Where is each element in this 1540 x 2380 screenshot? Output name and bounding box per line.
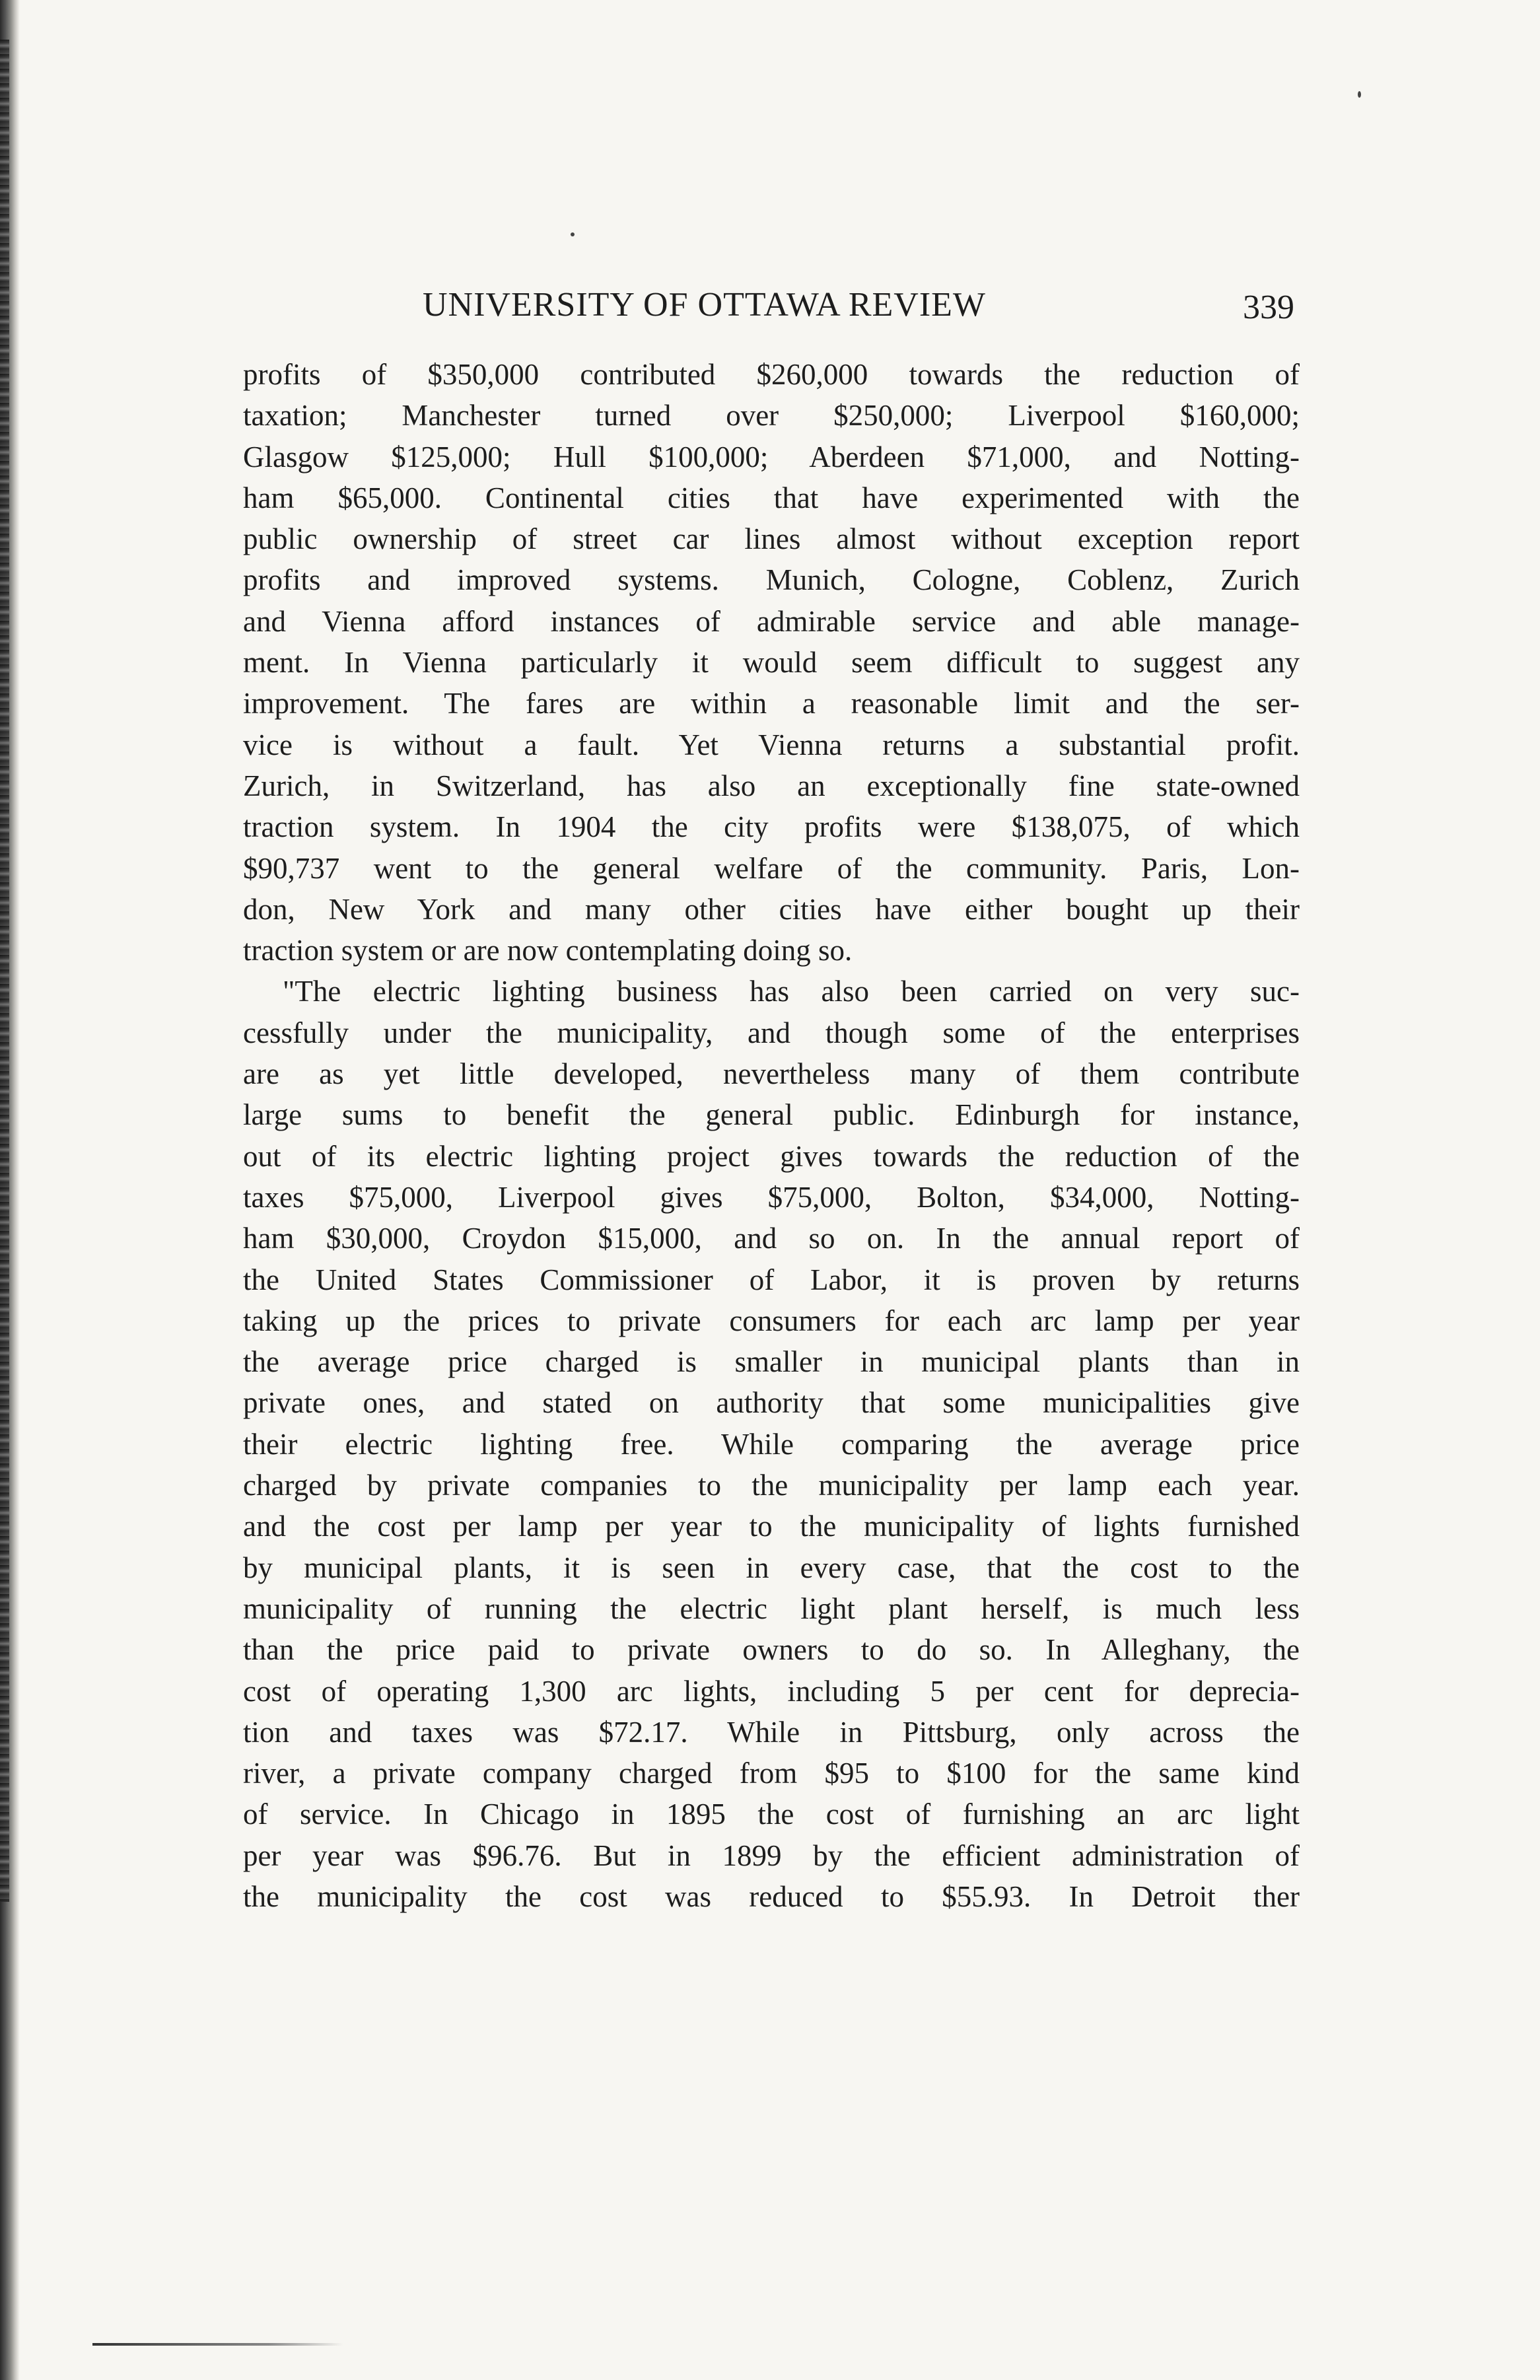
text-line: tion and taxes was $72.17. While in Pittsburg, only across the (243, 1715, 1300, 1749)
stray-ink-mark (1358, 91, 1361, 98)
text-line: charged by private companies to the municipality per lamp each year. (243, 1469, 1300, 1502)
text-line: municipality of running the electric light plant herself, is much less (243, 1592, 1300, 1625)
text-line: cessfully under the municipality, and though some of the enterprises (243, 1016, 1300, 1049)
text-line: ham $30,000, Croydon $15,000, and so on. In the annual report of (243, 1222, 1300, 1255)
binding-edge-texture (0, 40, 9, 1902)
text-line: per year was $96.76. But in 1899 by the efficient administration of (243, 1838, 1300, 1872)
text-line: private ones, and stated on authority that some municipalities give (243, 1386, 1300, 1420)
text-line: profits and improved systems. Munich, Cologne, Coblenz, Zurich (243, 563, 1300, 597)
text-line: than the price paid to private owners to do so. In Alleghany, the (243, 1633, 1300, 1667)
text-line: the United States Commissioner of Labor, it is proven by returns (243, 1263, 1300, 1296)
paragraph-end-line: traction system or are now contemplating doing so. (243, 934, 853, 967)
text-line: out of its electric lighting project gives towards the reduction of the (243, 1139, 1300, 1173)
text-line: the municipality the cost was reduced to $55.93. In Detroit ther (243, 1879, 1300, 1913)
text-line: Glasgow $125,000; Hull $100,000; Aberdeen $71,000, and Notting- (243, 440, 1300, 473)
paragraph-start-line: "The electric lighting business has also been carried on very suc- (283, 975, 1300, 1008)
bottom-scan-rule (92, 2343, 343, 2346)
text-line: cost of operating 1,300 arc lights, including 5 per cent for deprecia- (243, 1674, 1300, 1708)
text-line: Zurich, in Switzerland, has also an exceptionally fine state-owned (243, 769, 1300, 802)
text-line: traction system. In 1904 the city profits were $138,075, of which (243, 810, 1300, 844)
text-line: the average price charged is smaller in municipal plants than in (243, 1345, 1300, 1379)
page-number: 339 (1243, 289, 1294, 326)
body-text (243, 354, 1300, 1917)
text-line: improvement. The fares are within a reasonable limit and the ser- (243, 687, 1300, 720)
text-line: $90,737 went to the general welfare of the community. Paris, Lon- (243, 851, 1300, 885)
text-line: and the cost per lamp per year to the municipality of lights furnished (243, 1510, 1300, 1543)
text-line: of service. In Chicago in 1895 the cost of furnishing an arc light (243, 1798, 1300, 1831)
text-line: taxation; Manchester turned over $250,000; Liverpool $160,000; (243, 399, 1300, 433)
text-line: profits of $350,000 contributed $260,000 towards the reduction of (243, 358, 1300, 391)
text-line: taxes $75,000, Liverpool gives $75,000, Bolton, $34,000, Notting- (243, 1180, 1300, 1214)
text-line: and Vienna afford instances of admirable service and able manage- (243, 604, 1300, 638)
stray-ink-mark (571, 232, 575, 236)
text-line: by municipal plants, it is seen in every case, that the cost to the (243, 1551, 1300, 1584)
text-line: large sums to benefit the general public. Edinburgh for instance, (243, 1098, 1300, 1132)
text-line: are as yet little developed, nevertheless many of them contribute (243, 1057, 1300, 1091)
text-line: their electric lighting free. While comparing the average price (243, 1427, 1300, 1461)
page-binding-edge (0, 0, 20, 2380)
text-line: vice is without a fault. Yet Vienna returns a substantial profit. (243, 728, 1300, 761)
text-line: ment. In Vienna particularly it would seem difficult to suggest any (243, 646, 1300, 680)
text-line: taking up the prices to private consumers for each arc lamp per year (243, 1304, 1300, 1337)
text-line: river, a private company charged from $95 to $100 for the same kind (243, 1757, 1300, 1790)
text-line: don, New York and many other cities have either bought up their (243, 892, 1300, 926)
text-line: ham $65,000. Continental cities that have experimented with the (243, 481, 1300, 514)
running-title: UNIVERSITY OF OTTAWA REVIEW (423, 286, 986, 324)
page-header (423, 285, 1294, 332)
text-line: public ownership of street car lines almost without exception report (243, 522, 1300, 556)
